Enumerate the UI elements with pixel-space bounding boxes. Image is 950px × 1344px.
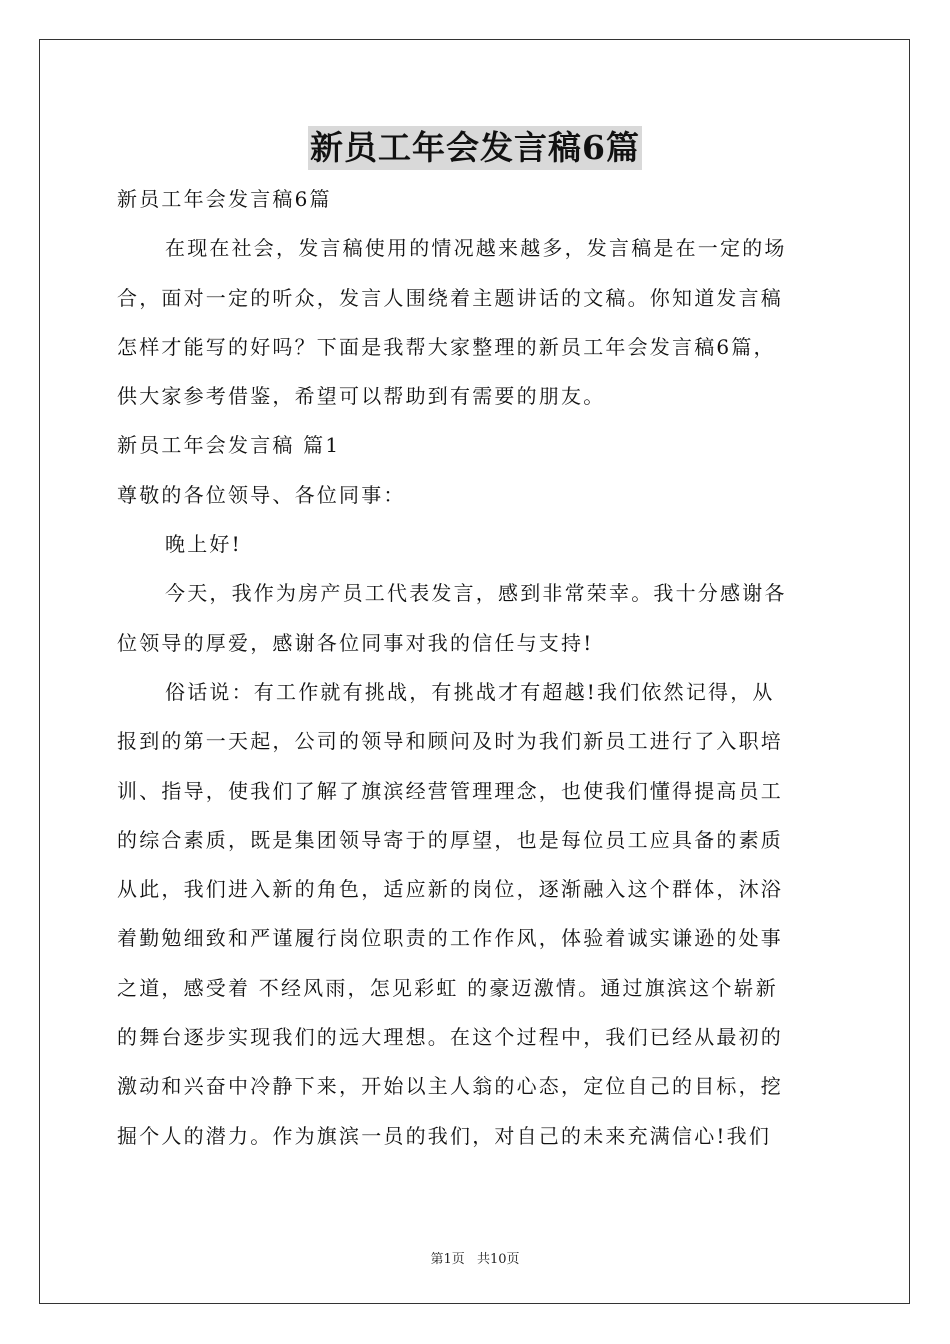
- body-line: 尊敬的各位领导、各位同事：: [117, 482, 406, 507]
- body-line: 之道，感受着 不经风雨，怎见彩虹 的豪迈激情。通过旗滨这个崭新: [117, 975, 778, 1000]
- title-wrap: [0, 126, 950, 170]
- page-footer: [0, 1248, 950, 1267]
- body-line: 新员工年会发言稿 篇1: [117, 433, 341, 458]
- body-line: 在现在社会，发言稿使用的情况越来越多，发言稿是在一定的场: [165, 236, 787, 261]
- body-line: 的舞台逐步实现我们的远大理想。在这个过程中，我们已经从最初的: [117, 1025, 783, 1050]
- body-line: 报到的第一天起，公司的领导和顾问及时为我们新员工进行了入职培: [117, 729, 783, 754]
- page-total: 共10页: [476, 1252, 520, 1267]
- body-line: 从此，我们进入新的角色，适应新的岗位，逐渐融入这个群体，沐浴: [117, 877, 783, 902]
- body-line: 位领导的厚爱，感谢各位同事对我的信任与支持!: [117, 630, 594, 655]
- body-line: 的综合素质，既是集团领导寄于的厚望，也是每位员工应具备的素质: [117, 827, 783, 852]
- body-line: 供大家参考借鉴，希望可以帮助到有需要的朋友。: [117, 384, 606, 409]
- body-line: 掘个人的潜力。作为旗滨一员的我们，对自己的未来充满信心!我们: [117, 1123, 772, 1148]
- body-line: 训、指导，使我们了解了旗滨经营管理理念，也使我们懂得提高员工: [117, 778, 783, 803]
- body-line: 俗话说：有工作就有挑战，有挑战才有超越!我们依然记得，从: [165, 679, 775, 704]
- document-title: 新员工年会发言稿6篇: [308, 126, 642, 170]
- body-line: 怎样才能写的好吗？下面是我帮大家整理的新员工年会发言稿6篇，: [117, 334, 776, 359]
- body-line: 着勤勉细致和严谨履行岗位职责的工作作风，体验着诚实谦逊的处事: [117, 926, 783, 951]
- body-line: 晚上好!: [165, 532, 242, 557]
- body-line: 新员工年会发言稿6篇: [117, 187, 332, 211]
- document-body: [117, 175, 837, 1161]
- body-line: 合，面对一定的听众，发言人围绕着主题讲话的文稿。你知道发言稿: [117, 285, 783, 310]
- body-line: 今天，我作为房产员工代表发言，感到非常荣幸。我十分感谢各: [165, 581, 787, 606]
- page-number: 第1页: [430, 1252, 465, 1267]
- body-line: 激动和兴奋中冷静下来，开始以主人翁的心态，定位自己的目标，挖: [117, 1074, 783, 1099]
